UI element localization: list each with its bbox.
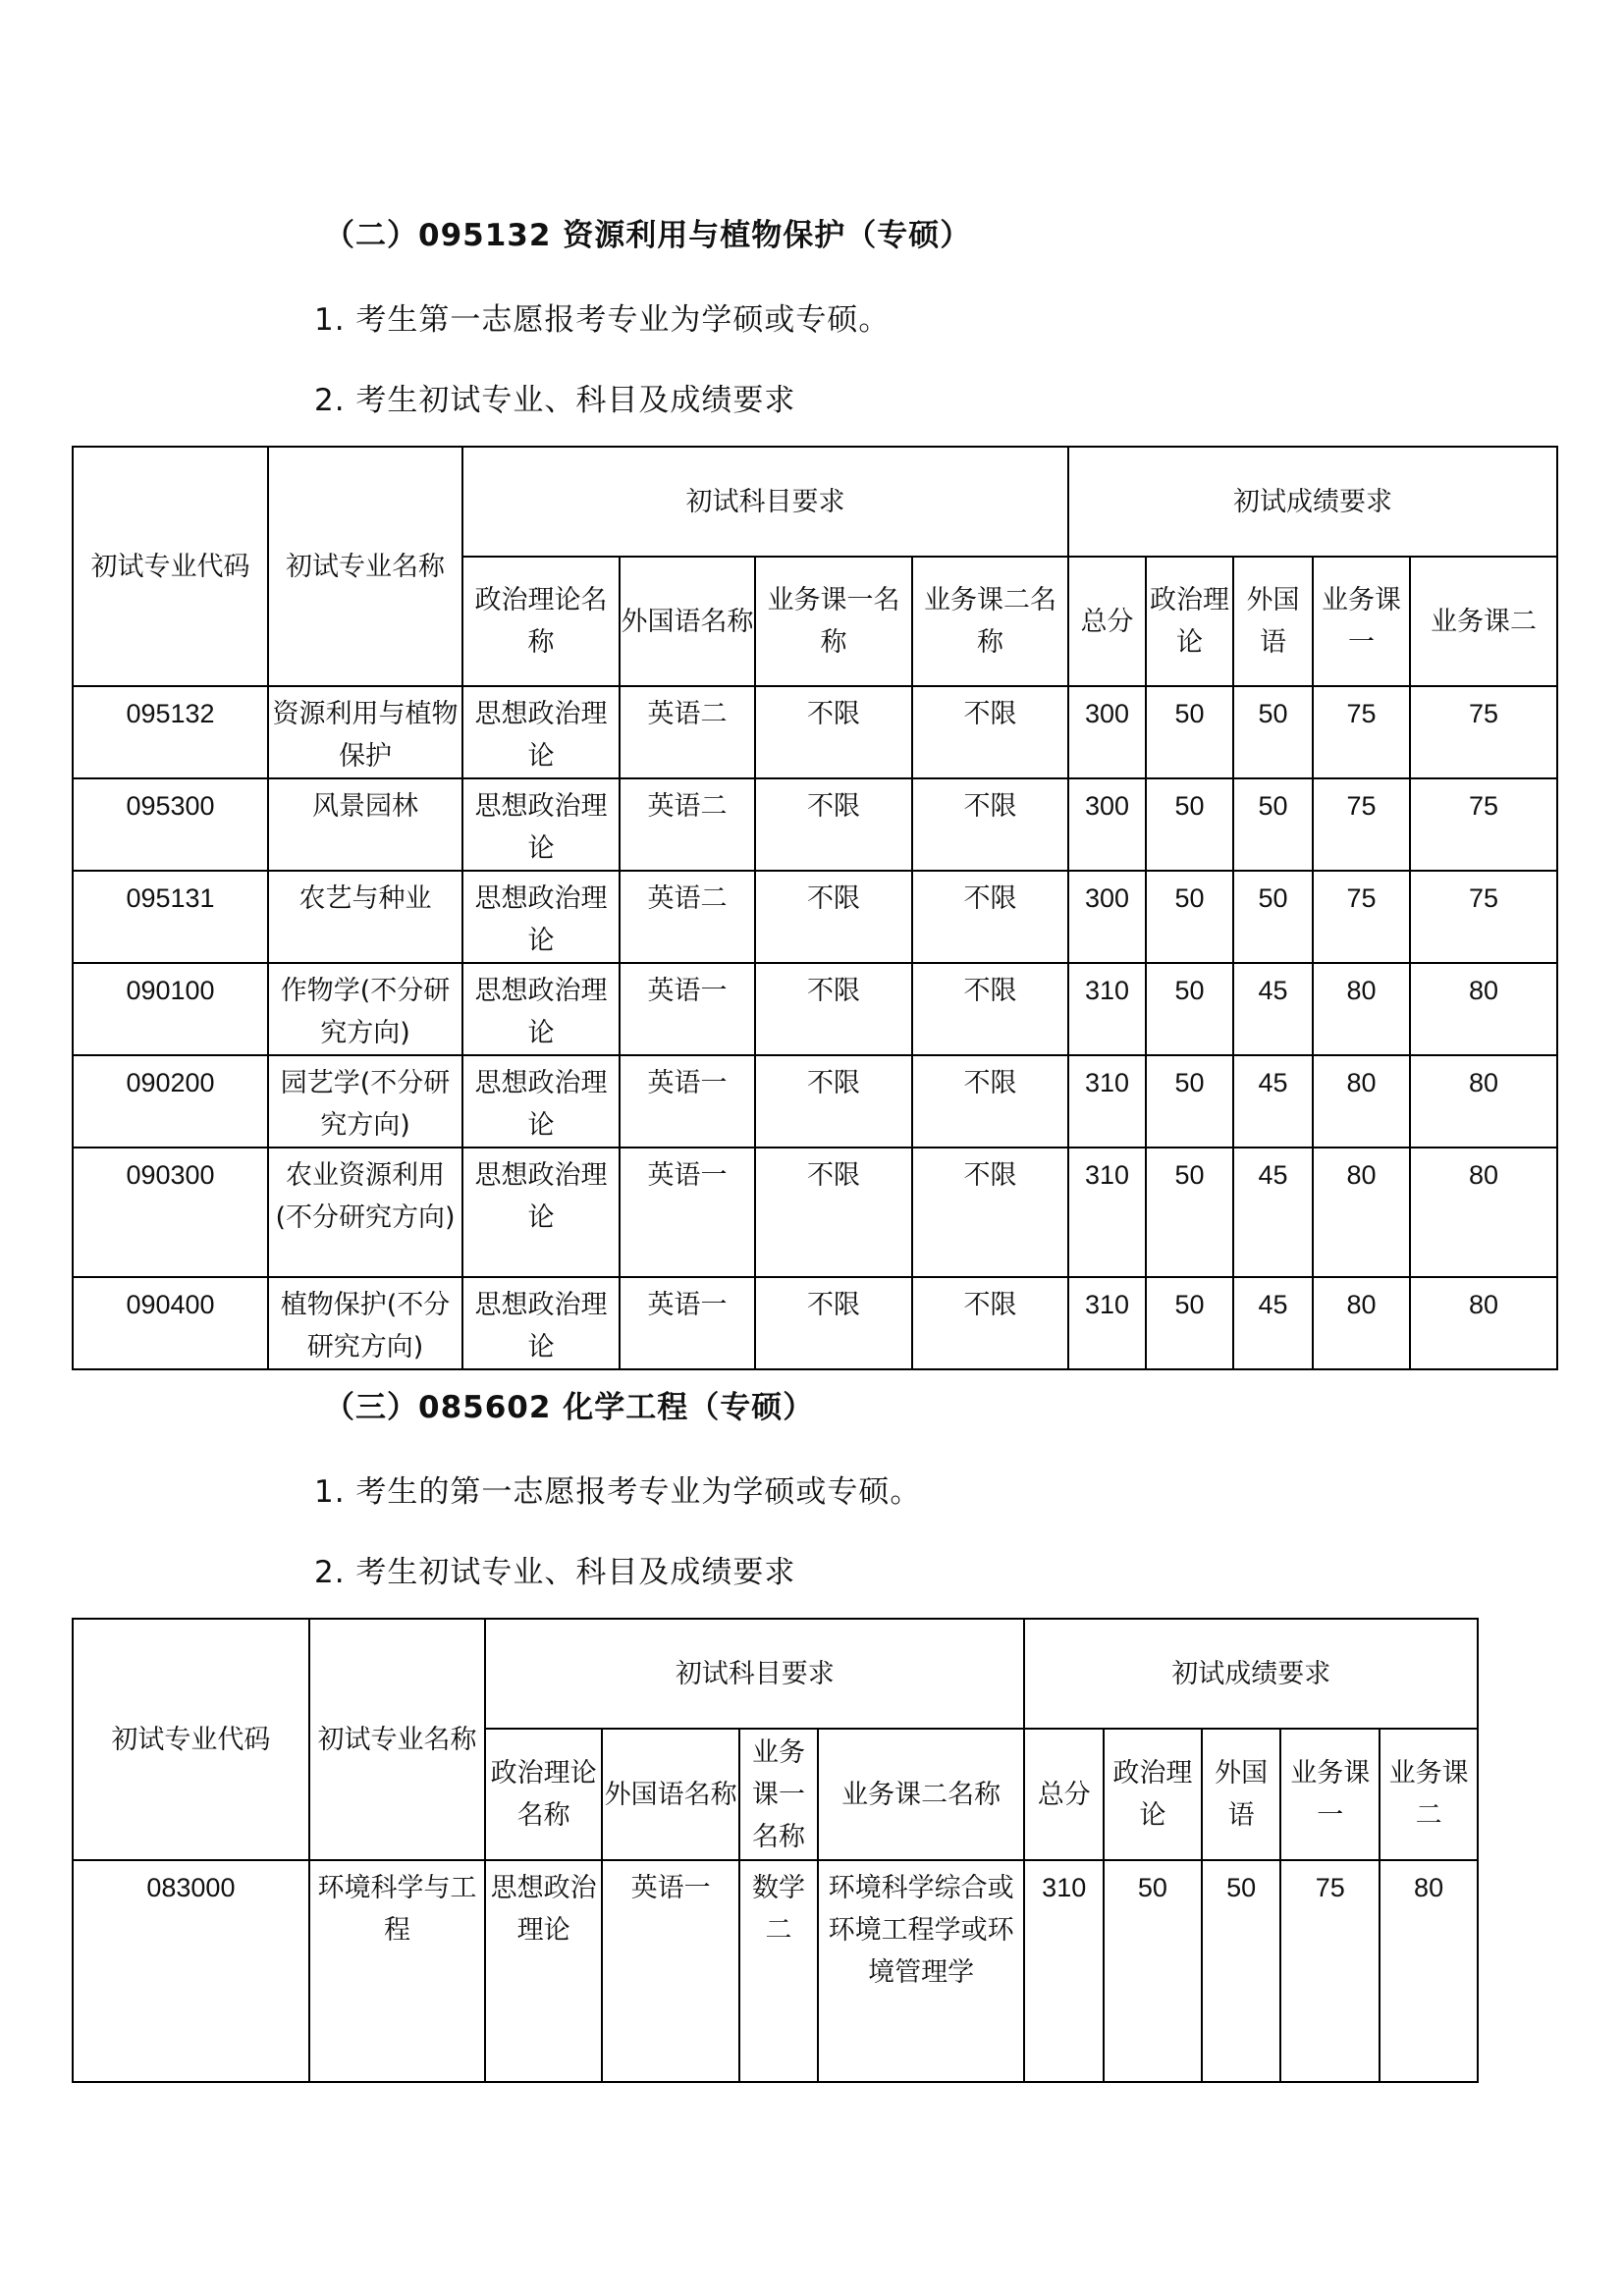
cell-code: 090300 [73,1148,268,1277]
cell-politics-score: 50 [1146,871,1233,963]
cell-total: 300 [1068,686,1146,778]
cell-politics-score: 50 [1146,1055,1233,1148]
cell-politics-score: 50 [1146,778,1233,871]
cell-course1: 不限 [755,1148,912,1277]
cell-course1: 不限 [755,778,912,871]
header-course1-score: 业务课一 [1280,1729,1380,1860]
cell-course2: 不限 [912,1277,1068,1369]
header-code: 初试专业代码 [73,1619,309,1860]
table-row [73,1055,1557,1148]
section2-item1: 1. 考生第一志愿报考专业为学硕或专硕。 [314,302,891,338]
requirements-table-section2 [72,446,1558,1370]
cell-foreign: 英语一 [620,963,755,1055]
cell-course1-score: 80 [1313,1148,1410,1277]
header-politics-score: 政治理论 [1146,557,1233,686]
header-course2-score: 业务课二 [1410,557,1557,686]
cell-politics-score: 50 [1146,963,1233,1055]
cell-politics-score: 50 [1146,686,1233,778]
table-row [73,1277,1557,1369]
section3-heading: （三）085602 化学工程（专硕） [324,1390,815,1425]
header-course2-score: 业务课二 [1380,1729,1478,1860]
cell-total: 300 [1068,778,1146,871]
cell-foreign: 英语二 [620,686,755,778]
header-course1-score: 业务课一 [1313,557,1410,686]
cell-politics-score: 50 [1146,1148,1233,1277]
header-politics: 政治理论名称 [485,1729,602,1860]
cell-foreign: 英语一 [620,1055,755,1148]
section2-rows [73,686,1557,1369]
cell-course2: 不限 [912,1148,1068,1277]
cell-course2-score: 75 [1410,778,1557,871]
table-row [73,686,1557,778]
cell-course1: 不限 [755,963,912,1055]
cell-foreign: 英语二 [620,778,755,871]
cell-name: 园艺学(不分研究方向) [268,1055,462,1148]
header-total: 总分 [1024,1729,1104,1860]
cell-foreign-score: 45 [1233,963,1313,1055]
cell-course2: 不限 [912,778,1068,871]
cell-course2: 不限 [912,871,1068,963]
header-politics-score: 政治理论 [1104,1729,1202,1860]
cell-total: 310 [1024,1860,1104,2082]
cell-foreign-score: 45 [1233,1055,1313,1148]
header-foreign-score: 外国语 [1202,1729,1281,1860]
cell-course2-score: 80 [1380,1860,1478,2082]
cell-code: 090400 [73,1277,268,1369]
cell-course1-score: 75 [1313,686,1410,778]
cell-code: 090100 [73,963,268,1055]
cell-course2-score: 75 [1410,871,1557,963]
cell-course1-score: 80 [1313,1055,1410,1148]
cell-foreign-score: 50 [1233,778,1313,871]
cell-code: 095300 [73,778,268,871]
table-row [73,778,1557,871]
cell-politics: 思想政治理论 [462,1055,620,1148]
cell-course2-score: 75 [1410,686,1557,778]
cell-name: 风景园林 [268,778,462,871]
cell-course2-score: 80 [1410,1055,1557,1148]
header-foreign: 外国语名称 [602,1729,739,1860]
header-total: 总分 [1068,557,1146,686]
cell-politics: 思想政治理论 [462,778,620,871]
cell-course1-score: 80 [1313,963,1410,1055]
cell-course1: 不限 [755,1277,912,1369]
section2-item2: 2. 考生初试专业、科目及成绩要求 [314,383,796,418]
header-course2: 业务课二名称 [912,557,1068,686]
header-name: 初试专业名称 [268,447,462,686]
cell-name: 作物学(不分研究方向) [268,963,462,1055]
cell-name: 环境科学与工程 [309,1860,485,2082]
cell-course1: 数学二 [739,1860,818,2082]
cell-course1: 不限 [755,871,912,963]
table-row [73,871,1557,963]
cell-politics: 思想政治理论 [485,1860,602,2082]
cell-course1-score: 75 [1280,1860,1380,2082]
cell-foreign-score: 50 [1202,1860,1281,2082]
cell-foreign: 英语一 [620,1148,755,1277]
cell-foreign-score: 45 [1233,1277,1313,1369]
cell-foreign-score: 50 [1233,871,1313,963]
cell-foreign: 英语一 [620,1277,755,1369]
cell-name: 植物保护(不分研究方向) [268,1277,462,1369]
cell-name: 农艺与种业 [268,871,462,963]
header-course1: 业务课一名称 [739,1729,818,1860]
section2-heading: （二）095132 资源利用与植物保护（专硕） [324,218,972,253]
header-subject-group: 初试科目要求 [485,1619,1024,1729]
cell-course2: 不限 [912,963,1068,1055]
header-score-group: 初试成绩要求 [1068,447,1557,557]
cell-foreign-score: 45 [1233,1148,1313,1277]
cell-total: 310 [1068,1148,1146,1277]
cell-politics-score: 50 [1104,1860,1202,2082]
cell-course2-score: 80 [1410,1277,1557,1369]
table-row [73,1148,1557,1277]
cell-code: 095131 [73,871,268,963]
cell-total: 310 [1068,1055,1146,1148]
cell-course2-score: 80 [1410,963,1557,1055]
header-foreign-score: 外国语 [1233,557,1313,686]
header-code: 初试专业代码 [73,447,268,686]
section3-item1: 1. 考生的第一志愿报考专业为学硕或专硕。 [314,1474,922,1510]
cell-code: 095132 [73,686,268,778]
header-politics: 政治理论名称 [462,557,620,686]
table-row [73,963,1557,1055]
header-name: 初试专业名称 [309,1619,485,1860]
cell-code: 090200 [73,1055,268,1148]
header-course2: 业务课二名称 [818,1729,1025,1860]
cell-course2: 环境科学综合或环境工程学或环境管理学 [818,1860,1025,2082]
cell-total: 310 [1068,1277,1146,1369]
table-row [73,1860,1478,2082]
cell-politics: 思想政治理论 [462,686,620,778]
section3-item2: 2. 考生初试专业、科目及成绩要求 [314,1555,796,1590]
cell-course1: 不限 [755,1055,912,1148]
cell-course1-score: 75 [1313,778,1410,871]
requirements-table-section3 [72,1618,1479,2083]
cell-politics: 思想政治理论 [462,871,620,963]
cell-name: 农业资源利用(不分研究方向) [268,1148,462,1277]
cell-foreign: 英语二 [620,871,755,963]
cell-foreign: 英语一 [602,1860,739,2082]
cell-total: 310 [1068,963,1146,1055]
cell-total: 300 [1068,871,1146,963]
header-subject-group: 初试科目要求 [462,447,1068,557]
cell-course1-score: 75 [1313,871,1410,963]
header-score-group: 初试成绩要求 [1024,1619,1478,1729]
cell-politics-score: 50 [1146,1277,1233,1369]
header-foreign: 外国语名称 [620,557,755,686]
cell-politics: 思想政治理论 [462,1277,620,1369]
cell-course1-score: 80 [1313,1277,1410,1369]
cell-foreign-score: 50 [1233,686,1313,778]
cell-code: 083000 [73,1860,309,2082]
cell-course2: 不限 [912,686,1068,778]
cell-course1: 不限 [755,686,912,778]
cell-course2-score: 80 [1410,1148,1557,1277]
cell-politics: 思想政治理论 [462,1148,620,1277]
cell-politics: 思想政治理论 [462,963,620,1055]
header-course1: 业务课一名称 [755,557,912,686]
cell-name: 资源利用与植物保护 [268,686,462,778]
cell-course2: 不限 [912,1055,1068,1148]
